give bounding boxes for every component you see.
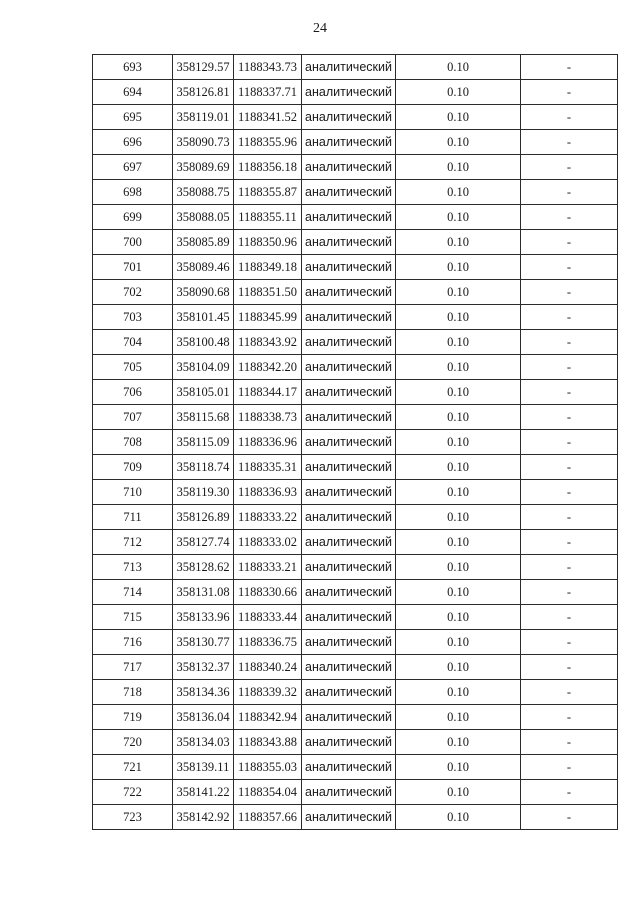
y-coordinate-cell: 1188335.31 bbox=[234, 455, 302, 480]
x-coordinate-cell: 358090.68 bbox=[173, 280, 234, 305]
x-coordinate-cell: 358119.30 bbox=[173, 480, 234, 505]
table-row bbox=[93, 480, 618, 505]
accuracy-cell: 0.10 bbox=[396, 55, 521, 80]
point-number-cell: 720 bbox=[93, 730, 173, 755]
y-coordinate-cell: 1188345.99 bbox=[234, 305, 302, 330]
method-cell: аналитический bbox=[302, 180, 396, 205]
x-coordinate-cell: 358134.36 bbox=[173, 680, 234, 705]
x-coordinate-cell: 358089.69 bbox=[173, 155, 234, 180]
note-cell: - bbox=[521, 430, 618, 455]
note-cell: - bbox=[521, 255, 618, 280]
method-cell: аналитический bbox=[302, 430, 396, 455]
note-cell: - bbox=[521, 580, 618, 605]
note-cell: - bbox=[521, 480, 618, 505]
method-cell: аналитический bbox=[302, 680, 396, 705]
accuracy-cell: 0.10 bbox=[396, 505, 521, 530]
method-cell: аналитический bbox=[302, 730, 396, 755]
accuracy-cell: 0.10 bbox=[396, 330, 521, 355]
coordinates-table bbox=[92, 54, 618, 830]
point-number-cell: 709 bbox=[93, 455, 173, 480]
note-cell: - bbox=[521, 180, 618, 205]
accuracy-cell: 0.10 bbox=[396, 405, 521, 430]
table-row bbox=[93, 555, 618, 580]
note-cell: - bbox=[521, 630, 618, 655]
table-row bbox=[93, 155, 618, 180]
method-cell: аналитический bbox=[302, 505, 396, 530]
point-number-cell: 716 bbox=[93, 630, 173, 655]
accuracy-cell: 0.10 bbox=[396, 680, 521, 705]
method-cell: аналитический bbox=[302, 230, 396, 255]
x-coordinate-cell: 358088.05 bbox=[173, 205, 234, 230]
accuracy-cell: 0.10 bbox=[396, 205, 521, 230]
table-row bbox=[93, 130, 618, 155]
y-coordinate-cell: 1188341.52 bbox=[234, 105, 302, 130]
note-cell: - bbox=[521, 805, 618, 830]
y-coordinate-cell: 1188355.96 bbox=[234, 130, 302, 155]
method-cell: аналитический bbox=[302, 480, 396, 505]
accuracy-cell: 0.10 bbox=[396, 780, 521, 805]
y-coordinate-cell: 1188336.96 bbox=[234, 430, 302, 455]
note-cell: - bbox=[521, 330, 618, 355]
table-row bbox=[93, 230, 618, 255]
method-cell: аналитический bbox=[302, 580, 396, 605]
x-coordinate-cell: 358101.45 bbox=[173, 305, 234, 330]
y-coordinate-cell: 1188349.18 bbox=[234, 255, 302, 280]
note-cell: - bbox=[521, 505, 618, 530]
accuracy-cell: 0.10 bbox=[396, 380, 521, 405]
y-coordinate-cell: 1188342.20 bbox=[234, 355, 302, 380]
table-row bbox=[93, 180, 618, 205]
table-row bbox=[93, 505, 618, 530]
point-number-cell: 693 bbox=[93, 55, 173, 80]
table-row bbox=[93, 755, 618, 780]
accuracy-cell: 0.10 bbox=[396, 580, 521, 605]
point-number-cell: 704 bbox=[93, 330, 173, 355]
accuracy-cell: 0.10 bbox=[396, 105, 521, 130]
y-coordinate-cell: 1188357.66 bbox=[234, 805, 302, 830]
x-coordinate-cell: 358132.37 bbox=[173, 655, 234, 680]
x-coordinate-cell: 358126.81 bbox=[173, 80, 234, 105]
table-row bbox=[93, 380, 618, 405]
x-coordinate-cell: 358090.73 bbox=[173, 130, 234, 155]
accuracy-cell: 0.10 bbox=[396, 255, 521, 280]
method-cell: аналитический bbox=[302, 355, 396, 380]
note-cell: - bbox=[521, 555, 618, 580]
method-cell: аналитический bbox=[302, 755, 396, 780]
note-cell: - bbox=[521, 55, 618, 80]
method-cell: аналитический bbox=[302, 280, 396, 305]
accuracy-cell: 0.10 bbox=[396, 155, 521, 180]
accuracy-cell: 0.10 bbox=[396, 430, 521, 455]
point-number-cell: 698 bbox=[93, 180, 173, 205]
note-cell: - bbox=[521, 280, 618, 305]
y-coordinate-cell: 1188350.96 bbox=[234, 230, 302, 255]
x-coordinate-cell: 358141.22 bbox=[173, 780, 234, 805]
method-cell: аналитический bbox=[302, 405, 396, 430]
note-cell: - bbox=[521, 80, 618, 105]
method-cell: аналитический bbox=[302, 205, 396, 230]
method-cell: аналитический bbox=[302, 330, 396, 355]
y-coordinate-cell: 1188355.87 bbox=[234, 180, 302, 205]
y-coordinate-cell: 1188338.73 bbox=[234, 405, 302, 430]
y-coordinate-cell: 1188333.22 bbox=[234, 505, 302, 530]
method-cell: аналитический bbox=[302, 155, 396, 180]
accuracy-cell: 0.10 bbox=[396, 355, 521, 380]
table-row bbox=[93, 205, 618, 230]
y-coordinate-cell: 1188342.94 bbox=[234, 705, 302, 730]
method-cell: аналитический bbox=[302, 255, 396, 280]
point-number-cell: 705 bbox=[93, 355, 173, 380]
table-row bbox=[93, 805, 618, 830]
table-row bbox=[93, 780, 618, 805]
accuracy-cell: 0.10 bbox=[396, 180, 521, 205]
y-coordinate-cell: 1188343.73 bbox=[234, 55, 302, 80]
x-coordinate-cell: 358133.96 bbox=[173, 605, 234, 630]
note-cell: - bbox=[521, 130, 618, 155]
table-row bbox=[93, 655, 618, 680]
table-row bbox=[93, 430, 618, 455]
y-coordinate-cell: 1188355.11 bbox=[234, 205, 302, 230]
accuracy-cell: 0.10 bbox=[396, 455, 521, 480]
x-coordinate-cell: 358118.74 bbox=[173, 455, 234, 480]
point-number-cell: 695 bbox=[93, 105, 173, 130]
table-row bbox=[93, 405, 618, 430]
y-coordinate-cell: 1188330.66 bbox=[234, 580, 302, 605]
x-coordinate-cell: 358119.01 bbox=[173, 105, 234, 130]
method-cell: аналитический bbox=[302, 305, 396, 330]
table-row bbox=[93, 305, 618, 330]
x-coordinate-cell: 358085.89 bbox=[173, 230, 234, 255]
y-coordinate-cell: 1188333.21 bbox=[234, 555, 302, 580]
table-row bbox=[93, 730, 618, 755]
note-cell: - bbox=[521, 405, 618, 430]
table-row bbox=[93, 105, 618, 130]
accuracy-cell: 0.10 bbox=[396, 555, 521, 580]
accuracy-cell: 0.10 bbox=[396, 755, 521, 780]
point-number-cell: 708 bbox=[93, 430, 173, 455]
method-cell: аналитический bbox=[302, 780, 396, 805]
accuracy-cell: 0.10 bbox=[396, 280, 521, 305]
y-coordinate-cell: 1188355.03 bbox=[234, 755, 302, 780]
method-cell: аналитический bbox=[302, 655, 396, 680]
table-row bbox=[93, 255, 618, 280]
y-coordinate-cell: 1188344.17 bbox=[234, 380, 302, 405]
method-cell: аналитический bbox=[302, 630, 396, 655]
table-row bbox=[93, 455, 618, 480]
note-cell: - bbox=[521, 305, 618, 330]
note-cell: - bbox=[521, 780, 618, 805]
table-row bbox=[93, 630, 618, 655]
table-row bbox=[93, 280, 618, 305]
note-cell: - bbox=[521, 755, 618, 780]
note-cell: - bbox=[521, 655, 618, 680]
x-coordinate-cell: 358088.75 bbox=[173, 180, 234, 205]
x-coordinate-cell: 358131.08 bbox=[173, 580, 234, 605]
method-cell: аналитический bbox=[302, 455, 396, 480]
note-cell: - bbox=[521, 230, 618, 255]
point-number-cell: 717 bbox=[93, 655, 173, 680]
point-number-cell: 714 bbox=[93, 580, 173, 605]
method-cell: аналитический bbox=[302, 605, 396, 630]
accuracy-cell: 0.10 bbox=[396, 480, 521, 505]
x-coordinate-cell: 358100.48 bbox=[173, 330, 234, 355]
table-row bbox=[93, 580, 618, 605]
y-coordinate-cell: 1188333.02 bbox=[234, 530, 302, 555]
point-number-cell: 699 bbox=[93, 205, 173, 230]
note-cell: - bbox=[521, 105, 618, 130]
table-row bbox=[93, 355, 618, 380]
x-coordinate-cell: 358127.74 bbox=[173, 530, 234, 555]
note-cell: - bbox=[521, 530, 618, 555]
note-cell: - bbox=[521, 730, 618, 755]
point-number-cell: 700 bbox=[93, 230, 173, 255]
x-coordinate-cell: 358139.11 bbox=[173, 755, 234, 780]
x-coordinate-cell: 358129.57 bbox=[173, 55, 234, 80]
y-coordinate-cell: 1188336.75 bbox=[234, 630, 302, 655]
x-coordinate-cell: 358136.04 bbox=[173, 705, 234, 730]
method-cell: аналитический bbox=[302, 555, 396, 580]
accuracy-cell: 0.10 bbox=[396, 705, 521, 730]
x-coordinate-cell: 358105.01 bbox=[173, 380, 234, 405]
table-row bbox=[93, 330, 618, 355]
y-coordinate-cell: 1188343.88 bbox=[234, 730, 302, 755]
page-number: 24 bbox=[313, 21, 327, 36]
point-number-cell: 702 bbox=[93, 280, 173, 305]
accuracy-cell: 0.10 bbox=[396, 305, 521, 330]
point-number-cell: 707 bbox=[93, 405, 173, 430]
y-coordinate-cell: 1188351.50 bbox=[234, 280, 302, 305]
accuracy-cell: 0.10 bbox=[396, 805, 521, 830]
note-cell: - bbox=[521, 205, 618, 230]
method-cell: аналитический bbox=[302, 530, 396, 555]
point-number-cell: 713 bbox=[93, 555, 173, 580]
point-number-cell: 706 bbox=[93, 380, 173, 405]
point-number-cell: 697 bbox=[93, 155, 173, 180]
accuracy-cell: 0.10 bbox=[396, 130, 521, 155]
point-number-cell: 718 bbox=[93, 680, 173, 705]
accuracy-cell: 0.10 bbox=[396, 80, 521, 105]
point-number-cell: 715 bbox=[93, 605, 173, 630]
table-row bbox=[93, 55, 618, 80]
x-coordinate-cell: 358130.77 bbox=[173, 630, 234, 655]
note-cell: - bbox=[521, 705, 618, 730]
accuracy-cell: 0.10 bbox=[396, 630, 521, 655]
x-coordinate-cell: 358104.09 bbox=[173, 355, 234, 380]
x-coordinate-cell: 358115.68 bbox=[173, 405, 234, 430]
point-number-cell: 722 bbox=[93, 780, 173, 805]
point-number-cell: 701 bbox=[93, 255, 173, 280]
note-cell: - bbox=[521, 605, 618, 630]
y-coordinate-cell: 1188333.44 bbox=[234, 605, 302, 630]
x-coordinate-cell: 358126.89 bbox=[173, 505, 234, 530]
y-coordinate-cell: 1188354.04 bbox=[234, 780, 302, 805]
note-cell: - bbox=[521, 380, 618, 405]
point-number-cell: 703 bbox=[93, 305, 173, 330]
point-number-cell: 696 bbox=[93, 130, 173, 155]
method-cell: аналитический bbox=[302, 805, 396, 830]
x-coordinate-cell: 358089.46 bbox=[173, 255, 234, 280]
point-number-cell: 710 bbox=[93, 480, 173, 505]
y-coordinate-cell: 1188343.92 bbox=[234, 330, 302, 355]
point-number-cell: 712 bbox=[93, 530, 173, 555]
method-cell: аналитический bbox=[302, 705, 396, 730]
point-number-cell: 723 bbox=[93, 805, 173, 830]
point-number-cell: 694 bbox=[93, 80, 173, 105]
method-cell: аналитический bbox=[302, 105, 396, 130]
method-cell: аналитический bbox=[302, 380, 396, 405]
accuracy-cell: 0.10 bbox=[396, 655, 521, 680]
method-cell: аналитический bbox=[302, 80, 396, 105]
y-coordinate-cell: 1188336.93 bbox=[234, 480, 302, 505]
point-number-cell: 721 bbox=[93, 755, 173, 780]
table-row bbox=[93, 605, 618, 630]
method-cell: аналитический bbox=[302, 130, 396, 155]
note-cell: - bbox=[521, 680, 618, 705]
y-coordinate-cell: 1188356.18 bbox=[234, 155, 302, 180]
point-number-cell: 711 bbox=[93, 505, 173, 530]
note-cell: - bbox=[521, 355, 618, 380]
note-cell: - bbox=[521, 155, 618, 180]
table-row bbox=[93, 80, 618, 105]
accuracy-cell: 0.10 bbox=[396, 530, 521, 555]
x-coordinate-cell: 358128.62 bbox=[173, 555, 234, 580]
accuracy-cell: 0.10 bbox=[396, 605, 521, 630]
y-coordinate-cell: 1188339.32 bbox=[234, 680, 302, 705]
x-coordinate-cell: 358115.09 bbox=[173, 430, 234, 455]
table-row bbox=[93, 680, 618, 705]
method-cell: аналитический bbox=[302, 55, 396, 80]
y-coordinate-cell: 1188340.24 bbox=[234, 655, 302, 680]
coordinates-table-body bbox=[93, 55, 618, 830]
table-row bbox=[93, 530, 618, 555]
y-coordinate-cell: 1188337.71 bbox=[234, 80, 302, 105]
accuracy-cell: 0.10 bbox=[396, 730, 521, 755]
accuracy-cell: 0.10 bbox=[396, 230, 521, 255]
x-coordinate-cell: 358142.92 bbox=[173, 805, 234, 830]
table-row bbox=[93, 705, 618, 730]
point-number-cell: 719 bbox=[93, 705, 173, 730]
x-coordinate-cell: 358134.03 bbox=[173, 730, 234, 755]
note-cell: - bbox=[521, 455, 618, 480]
